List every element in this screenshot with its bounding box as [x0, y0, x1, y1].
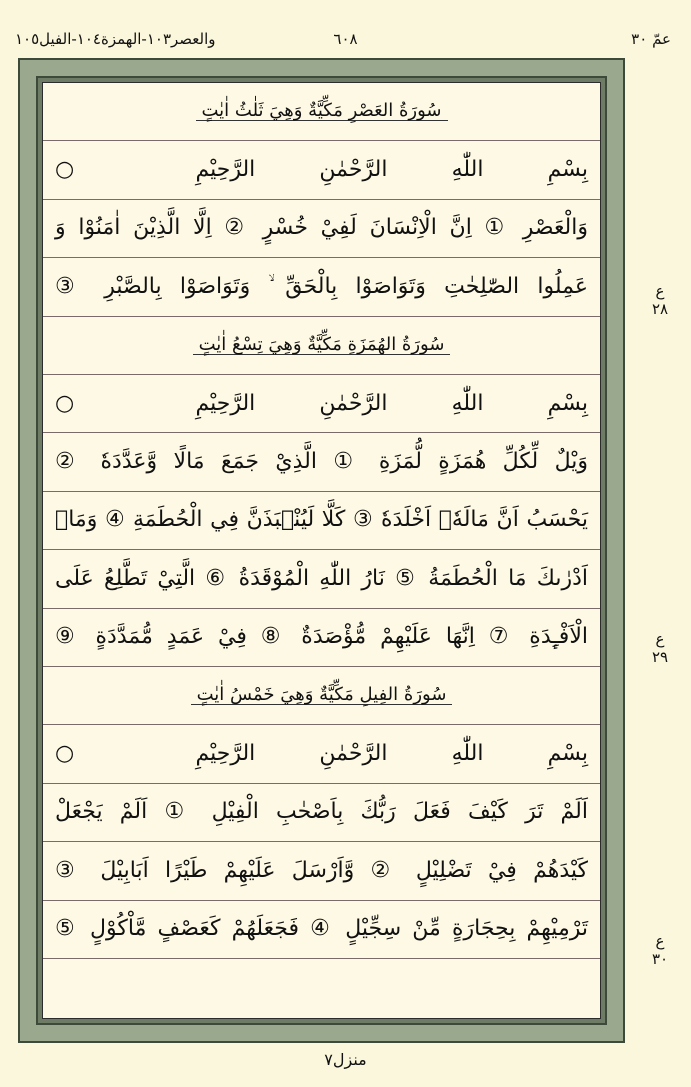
- surah-title-text: سُورَةُ الفِيلِ مَكِّيَّةٌ وَهِيَ خَمْسُ اٰيٰتٍ: [191, 686, 453, 705]
- text-page: [42, 82, 601, 1019]
- verse-text: وَيْلٌ لِّكُلِّ هُمَزَةٍ لُّمَزَةِ ① الَّذِيْ جَمَعَ مَالًا وَّعَدَّدَهٗ ②: [55, 449, 588, 475]
- verse-text: بِسْمِ اللّٰهِ الرَّحْمٰنِ الرَّحِيْمِ ○: [55, 390, 588, 416]
- page-number: ٦٠٨: [333, 30, 358, 48]
- ruku-label: ع: [655, 932, 665, 950]
- border-inner: [36, 76, 607, 1025]
- verse-text: الْاَفْـِٕدَةِ ⑦ اِنَّهَا عَلَيْهِمْ مُّؤْصَدَةٌ ⑧ فِيْ عَمَدٍ مُّمَدَّدَةٍ ⑨: [55, 624, 588, 650]
- verse-text: اَلَمْ تَرَ كَيْفَ فَعَلَ رَبُّكَ بِاَصْحٰبِ الْفِيْلِ ① اَلَمْ يَجْعَلْ: [55, 799, 588, 825]
- text-line: [43, 725, 600, 783]
- ruku-label: ع: [655, 282, 665, 300]
- verse-text: تَرْمِيْهِمْ بِحِجَارَةٍ مِّنْ سِجِّيْلٍ ④ فَجَعَلَهُمْ كَعَصْفٍ مَّاْكُوْلٍ ⑤: [55, 916, 588, 942]
- ruku-number: ٢٩: [651, 648, 669, 666]
- text-line: [43, 200, 600, 258]
- text-line: [43, 258, 600, 316]
- ornamental-border: [18, 58, 625, 1043]
- text-line: [43, 433, 600, 491]
- verse-text: بِسْمِ اللّٰهِ الرَّحْمٰنِ الرَّحِيْمِ ○: [55, 741, 588, 767]
- text-line: [43, 141, 600, 199]
- verse-text: كَيْدَهُمْ فِيْ تَضْلِيْلٍ ② وَّاَرْسَلَ عَلَيْهِمْ طَيْرًا اَبَابِيْلَ ③: [55, 857, 588, 883]
- ruku-number: ٣٠: [651, 950, 669, 968]
- text-line: [43, 550, 600, 608]
- verse-text: اَدْرٰىكَ مَا الْحُطَمَةُ ⑤ نَارُ اللّٰهِ الْمُوْقَدَةُ ⑥ الَّتِيْ تَطَّلِعُ عَلَى: [55, 565, 588, 591]
- text-line: [43, 492, 600, 550]
- text-line: [43, 609, 600, 667]
- verse-text: وَالْعَصْرِ ① اِنَّ الْاِنْسَانَ لَفِيْ خُسْرٍ ② اِلَّا الَّذِيْنَ اٰمَنُوْا وَ: [55, 215, 588, 241]
- ruku-marker-28: [640, 282, 680, 318]
- text-line: [43, 842, 600, 900]
- ruku-number: ٢٨: [651, 300, 669, 318]
- text-line: [43, 784, 600, 842]
- text-line: [43, 901, 600, 959]
- text-line: [43, 375, 600, 433]
- verse-text: عَمِلُوا الصّٰلِحٰتِ وَتَوَاصَوْا بِالْحَقِّ ۙ وَتَوَاصَوْا بِالصَّبْرِ ③: [55, 273, 588, 299]
- surah-range: والعصر١٠٣-الهمزة١٠٤-الفيل١٠٥: [15, 30, 216, 48]
- ruku-marker-29: [640, 630, 680, 666]
- surah-title: [43, 83, 600, 141]
- manzil-footer: منزل۷: [324, 1050, 367, 1069]
- verse-text: بِسْمِ اللّٰهِ الرَّحْمٰنِ الرَّحِيْمِ ○: [55, 157, 588, 183]
- ruku-marker-30: [640, 932, 680, 968]
- surah-title: [43, 317, 600, 375]
- verse-text: يَحْسَبُ اَنَّ مَالَهٗۤ اَخْلَدَهٗ ③ كَلَّا لَيُنْۢبَذَنَّ فِي الْحُطَمَةِ ④ وَمَاۤ: [55, 507, 588, 533]
- ruku-label: ع: [655, 630, 665, 648]
- surah-title-text: سُورَةُ العَصْرِ مَكِّيَّةٌ وَهِيَ ثَلٰثُ اٰيٰتٍ: [196, 102, 448, 121]
- surah-title: [43, 667, 600, 725]
- surah-title-text: سُورَةُ الهُمَزَةِ مَكِّيَّةٌ وَهِيَ تِسْعُ اٰيٰتٍ: [193, 336, 451, 355]
- juz-label: عمّ ٣٠: [631, 30, 671, 48]
